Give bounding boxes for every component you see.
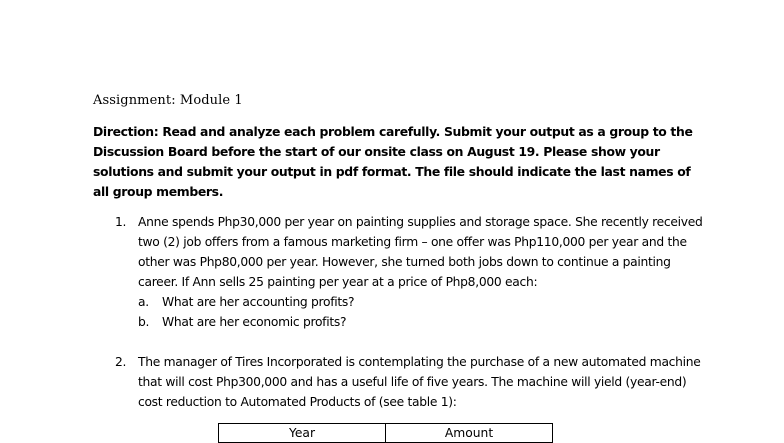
problem-text: Anne spends Php30,000 per year on painting supplies and storage space. She recently received two (2) job offers from a famous marketing firm – one offer was Php110,000 per year and the other was Php80,000 per year. However, she turned both jobs down to continue a painting career. If Ann sells 25 painting per year at a price of Php8,000 each: [138,215,703,289]
problem-text: The manager of Tires Incorporated is contemplating the purchase of a new automated machine that will cost Php300,000 and has a useful life of five years. The machine will yield (year-end) cost reduction to Automated Products of (see table 1): [138,355,701,409]
problem-item-1 [115,212,705,332]
problem-number: 1. [115,215,127,229]
cost-reduction-table [218,423,553,443]
direction-paragraph: Direction: Read and analyze each problem carefully. Submit your output as a group to the Discussion Board before the start of our onsite class on August 19. Please show your solutions and submit your output in pdf format. The file should indicate the last names of all group members. [93,124,693,199]
sub-item-text: What are her economic profits? [162,315,347,329]
sub-item-letter: a. [138,295,149,309]
sub-item-a [138,292,705,312]
sub-item-text: What are her accounting profits? [162,295,355,309]
sub-item-b [138,312,705,332]
sub-item-letter: b. [138,315,150,329]
table-header-amount: Amount [386,424,553,443]
assignment-title: Assignment: Module 1 [93,93,243,108]
table-header-year: Year [219,424,386,443]
problem-number: 2. [115,355,127,369]
problem-item-2 [115,352,705,412]
table-header-row [219,424,553,443]
